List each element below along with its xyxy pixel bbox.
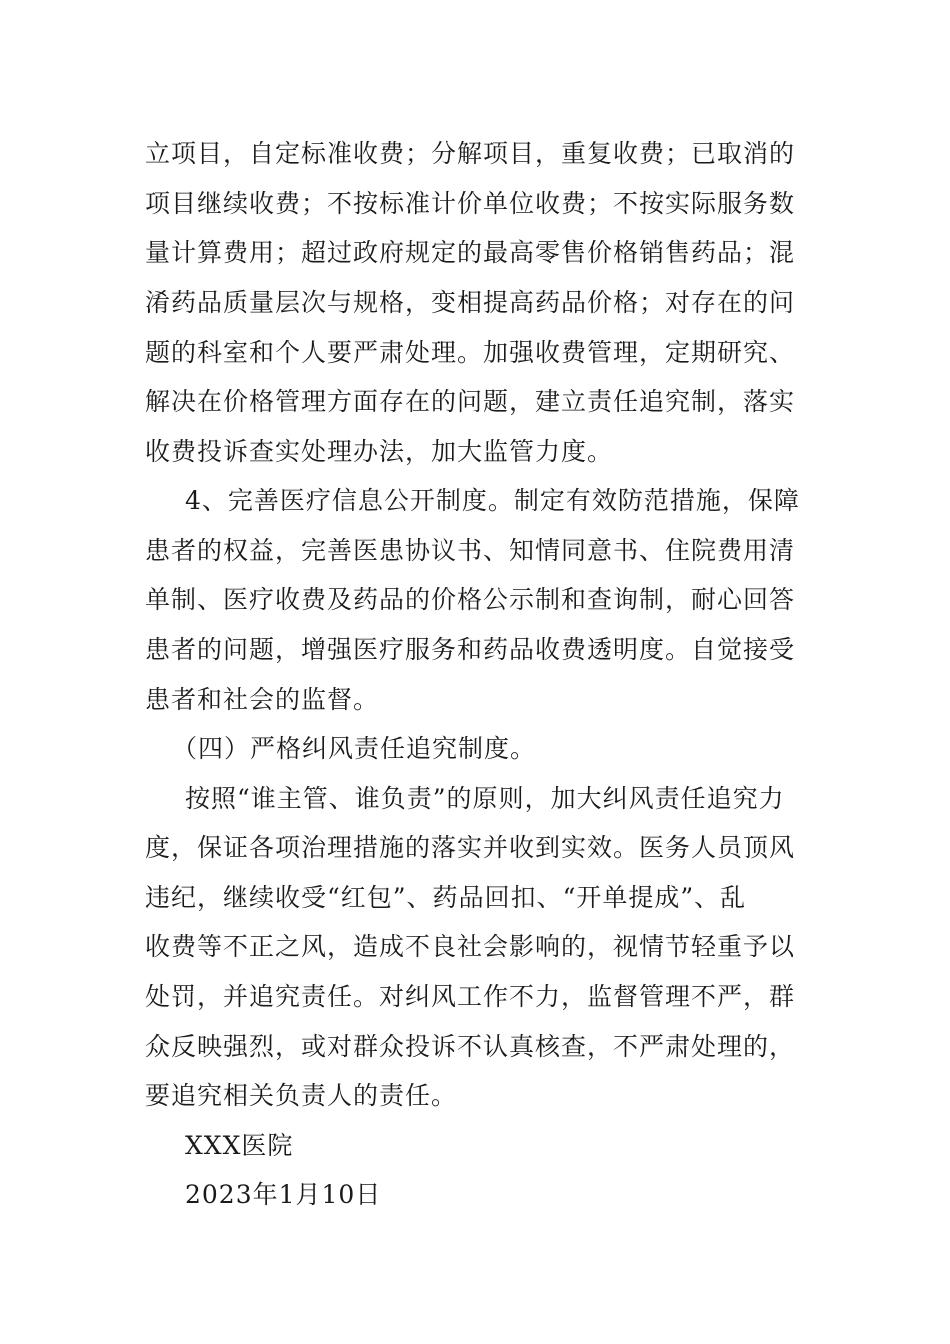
body-line: 立项目，自定标准收费；分解项目，重复收费；已取消的 xyxy=(145,139,796,168)
body-line: 患者和社会的监督。 xyxy=(145,685,380,714)
body-line: 解决在价格管理方面存在的问题，建立责任追究制，落实 xyxy=(145,387,796,416)
body-line: 患者的权益，完善医患协议书、知情同意书、住院费用清 xyxy=(145,536,796,565)
signature-date: 2023年1月10日 xyxy=(185,1180,382,1209)
body-line: 4、完善医疗信息公开制度。制定有效防范措施，保障 xyxy=(185,486,800,515)
body-line: 患者的问题，增强医疗服务和药品收费透明度。自觉接受 xyxy=(145,635,796,664)
body-line: 单制、医疗收费及药品的价格公示制和查询制，耐心回答 xyxy=(145,585,796,614)
body-line: 众反映强烈，或对群众投诉不认真核查，不严肃处理的， xyxy=(145,1032,796,1061)
body-line: 收费等不正之风，造成不良社会影响的，视情节轻重予以 xyxy=(145,932,796,961)
body-line: 按照“谁主管、谁负责”的原则，加大纠风责任追究力 xyxy=(185,784,785,813)
body-line: 度，保证各项治理措施的落实并收到实效。医务人员顶风 xyxy=(145,833,796,862)
signature-organization: XXX医院 xyxy=(185,1131,294,1160)
body-line: 量计算费用；超过政府规定的最高零售价格销售药品；混 xyxy=(145,238,796,267)
body-line: 项目继续收费；不按标准计价单位收费；不按实际服务数 xyxy=(145,189,796,218)
section-heading: （四）严格纠风责任追究制度。 xyxy=(172,734,537,763)
body-line: 要追究相关负责人的责任。 xyxy=(145,1081,458,1110)
body-line: 题的科室和个人要严肃处理。加强收费管理，定期研究、 xyxy=(145,338,796,367)
body-line: 收费投诉查实处理办法，加大监管力度。 xyxy=(145,437,614,466)
body-line: 淆药品质量层次与规格，变相提高药品价格；对存在的问 xyxy=(145,288,796,317)
body-line: 处罚，并追究责任。对纠风工作不力，监督管理不严，群 xyxy=(145,982,796,1011)
body-line: 违纪，继续收受“红包”、药品回扣、“开单提成”、乱 xyxy=(145,883,747,912)
